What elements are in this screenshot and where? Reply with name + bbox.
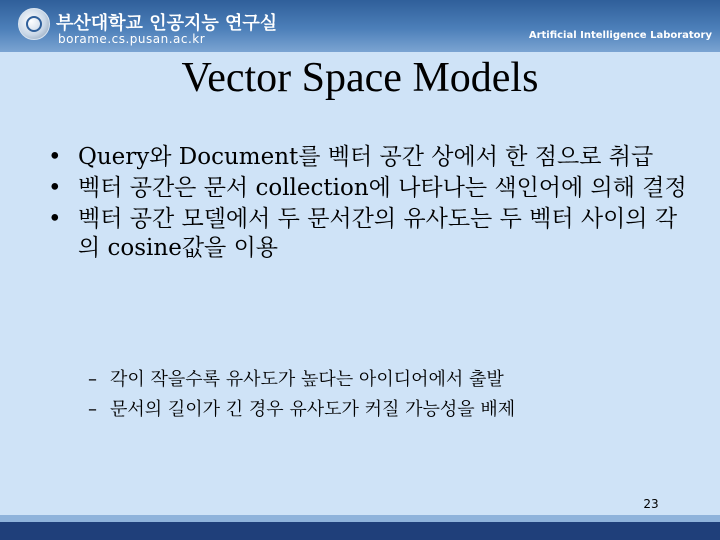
header-banner (0, 0, 720, 52)
bullet-text: Query와 Document를 벡터 공간 상에서 한 점으로 취급 (78, 144, 654, 170)
bullet-icon: • (48, 175, 62, 201)
bullet-icon: • (48, 206, 62, 232)
lab-url: borame.cs.pusan.ac.kr (58, 32, 206, 46)
bullet-item (48, 143, 688, 172)
bullet-text: 벡터 공간은 문서 collection에 나타나는 색인어에 의해 결정 (78, 175, 687, 201)
bullet-icon: • (48, 144, 62, 170)
sub-bullet-text: 문서의 길이가 긴 경우 유사도가 커질 가능성을 배제 (110, 399, 516, 420)
lab-name: 부산대학교 인공지능 연구실 (56, 13, 278, 34)
bullet-item (48, 205, 688, 263)
sub-bullet-list (88, 365, 688, 425)
dash-icon: – (88, 369, 97, 390)
slide-title: Vector Space Models (181, 55, 539, 101)
dash-icon: – (88, 399, 97, 420)
page-number: 23 (643, 497, 659, 511)
sub-bullet-item (88, 395, 688, 425)
sub-bullet-text: 각이 작을수록 유사도가 높다는 아이디어에서 출발 (110, 369, 504, 390)
footer-bar-dark (0, 522, 720, 540)
bullet-item (48, 174, 688, 203)
bullet-text: 벡터 공간 모델에서 두 문서간의 유사도는 두 벡터 사이의 각의 cosine값을 이용 (78, 206, 678, 261)
sub-bullet-item (88, 365, 688, 395)
bullet-list (48, 143, 688, 265)
university-logo-icon (18, 8, 50, 40)
lab-english-name: Artificial Intelligence Laboratory (528, 30, 712, 41)
footer-bar-light (0, 515, 720, 522)
